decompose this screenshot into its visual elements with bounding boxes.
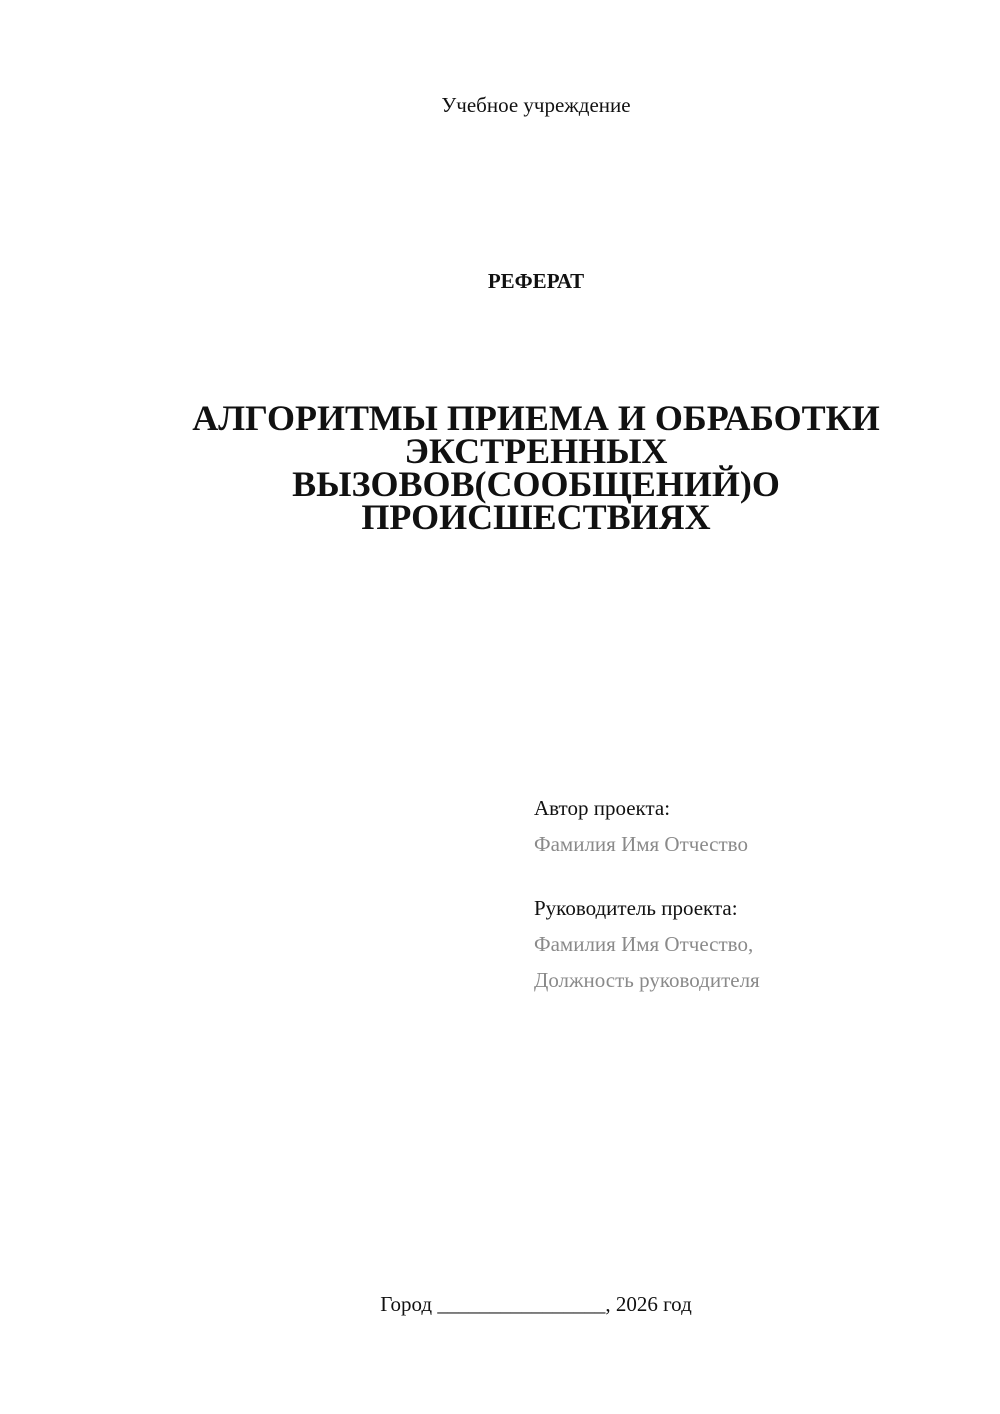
- title-line: АЛГОРИТМЫ ПРИЕМА И ОБРАБОТКИ: [192, 398, 880, 438]
- title-line: ПРОИСШЕСТВИЯХ: [361, 497, 711, 537]
- author-label: Автор проекта:: [534, 796, 671, 820]
- institution-name: Учебное учреждение: [441, 93, 631, 117]
- spacer: [534, 862, 974, 890]
- document-type: РЕФЕРАТ: [487, 269, 585, 293]
- document-title: [0, 398, 1000, 537]
- supervisor-position: Должность руководителя: [534, 968, 760, 992]
- title-line: ЭКСТРЕННЫХ: [404, 431, 668, 471]
- title-line: ВЫЗОВОВ(СООБЩЕНИЙ)О: [292, 464, 780, 504]
- author-name: Фамилия Имя Отчество: [534, 832, 748, 856]
- supervisor-label: Руководитель проекта:: [534, 896, 738, 920]
- project-info: [534, 790, 974, 998]
- supervisor-name: Фамилия Имя Отчество,: [534, 932, 754, 956]
- city-year-line: Город ________________, 2026 год: [380, 1292, 692, 1316]
